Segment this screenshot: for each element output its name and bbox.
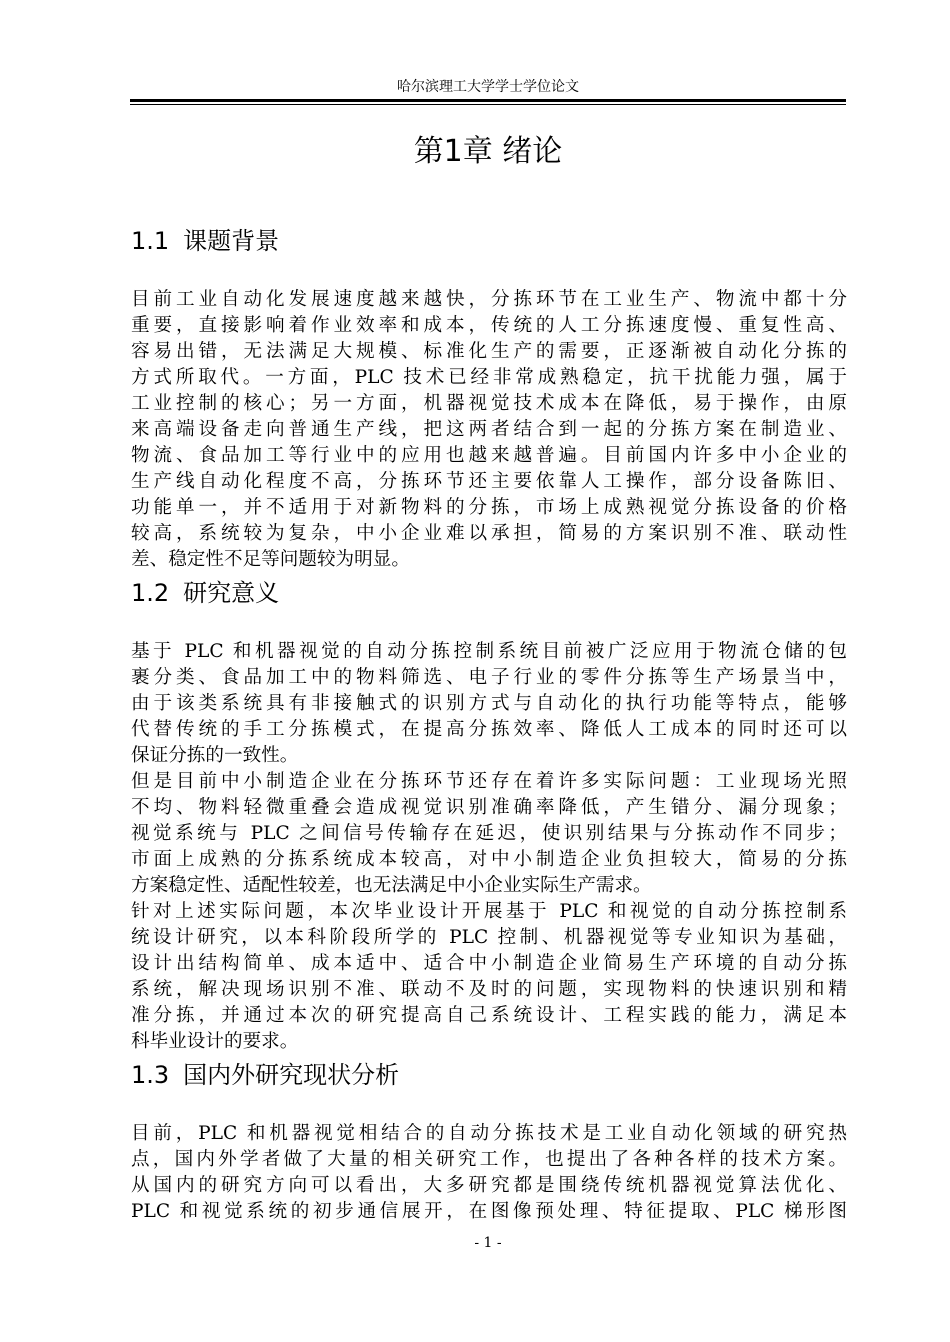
paragraph-line: 针对上述实际问题，本次毕业设计开展基于 PLC 和视觉的自动分拣控制系 bbox=[131, 901, 847, 922]
section-number: 1.2 bbox=[131, 579, 170, 607]
paragraph-line: 点，国内外学者做了大量的相关研究工作，也提出了各种各样的技术方案。 bbox=[131, 1149, 847, 1170]
paragraph-line: 生产线自动化程度不高，分拣环节还主要依靠人工操作，部分设备陈旧、 bbox=[131, 471, 847, 492]
section-title: 课题背景 bbox=[183, 227, 280, 255]
paragraph-line: PLC 和视觉系统的初步通信展开，在图像预处理、特征提取、PLC 梯形图 bbox=[131, 1201, 847, 1222]
paragraph-line: 目前工业自动化发展速度越来越快，分拣环节在工业生产、物流中都十分 bbox=[131, 289, 847, 310]
paragraph-line: 由于该类系统具有非接触式的识别方式与自动化的执行功能等特点，能够 bbox=[131, 693, 847, 714]
paragraph-line: 容易出错，无法满足大规模、标准化生产的需要，正逐渐被自动化分拣的 bbox=[131, 341, 847, 362]
section-number: 1.1 bbox=[131, 227, 170, 255]
paragraph-line: 目前，PLC 和机器视觉相结合的自动分拣技术是工业自动化领域的研究热 bbox=[131, 1123, 847, 1144]
paragraph-line: 科毕业设计的要求。 bbox=[131, 1031, 299, 1052]
paragraph-line: 系统，解决现场识别不准、联动不及时的问题，实现物料的快速识别和精 bbox=[131, 979, 847, 1000]
paragraph-line: 市面上成熟的分拣系统成本较高，对中小制造企业负担较大，简易的分拣 bbox=[131, 849, 847, 870]
section-heading-1-1 bbox=[131, 226, 279, 256]
running-header: 哈尔滨理工大学学士学位论文 bbox=[397, 79, 579, 95]
paragraph-line: 重要，直接影响着作业效率和成本，传统的人工分拣速度慢、重复性高、 bbox=[131, 315, 847, 336]
chapter-title: 第1章 绪论 bbox=[413, 134, 563, 169]
section-heading-1-3 bbox=[131, 1060, 399, 1090]
page-number: - 1 - bbox=[474, 1235, 502, 1251]
paragraph-line: 物流、食品加工等行业中的应用也越来越普遍。目前国内许多中小企业的 bbox=[131, 445, 847, 466]
paragraph-line: 准分拣，并通过本次的研究提高自己系统设计、工程实践的能力，满足本 bbox=[131, 1005, 847, 1026]
paragraph-line: 较高，系统较为复杂，中小企业难以承担，简易的方案识别不准、联动性 bbox=[131, 523, 847, 544]
paragraph-line: 不均、物料轻微重叠会造成视觉识别准确率降低，产生错分、漏分现象； bbox=[131, 797, 847, 818]
section-title: 研究意义 bbox=[183, 579, 280, 607]
paragraph-line: 来高端设备走向普通生产线，把这两者结合到一起的分拣方案在制造业、 bbox=[131, 419, 847, 440]
section-title: 国内外研究现状分析 bbox=[183, 1061, 400, 1089]
section-heading-1-2 bbox=[131, 578, 279, 608]
paragraph-line: 差、稳定性不足等问题较为明显。 bbox=[131, 549, 410, 570]
paragraph-line: 功能单一，并不适用于对新物料的分拣，市场上成熟视觉分拣设备的价格 bbox=[131, 497, 847, 518]
paragraph-line: 设计出结构简单、成本适中、适合中小制造企业简易生产环境的自动分拣 bbox=[131, 953, 847, 974]
header-rule-thin bbox=[130, 104, 846, 105]
paragraph-line: 但是目前中小制造企业在分拣环节还存在着许多实际问题：工业现场光照 bbox=[131, 771, 847, 792]
paragraph-line: 裹分类、食品加工中的物料筛选、电子行业的零件分拣等生产场景当中， bbox=[131, 667, 847, 688]
paragraph-line: 基于 PLC 和机器视觉的自动分拣控制系统目前被广泛应用于物流仓储的包 bbox=[131, 641, 847, 662]
paragraph-line: 工业控制的核心；另一方面，机器视觉技术成本在降低，易于操作，由原 bbox=[131, 393, 847, 414]
paragraph-line: 方案稳定性、适配性较差，也无法满足中小企业实际生产需求。 bbox=[131, 875, 652, 896]
header-rule-thick bbox=[130, 99, 846, 102]
paragraph-line: 代替传统的手工分拣模式，在提高分拣效率、降低人工成本的同时还可以 bbox=[131, 719, 847, 740]
paragraph-line: 从国内的研究方向可以看出，大多研究都是围绕传统机器视觉算法优化、 bbox=[131, 1175, 847, 1196]
paragraph-line: 视觉系统与 PLC 之间信号传输存在延迟，使识别结果与分拣动作不同步； bbox=[131, 823, 847, 844]
paragraph-line: 统设计研究，以本科阶段所学的 PLC 控制、机器视觉等专业知识为基础， bbox=[131, 927, 847, 948]
paragraph-line: 保证分拣的一致性。 bbox=[131, 745, 299, 766]
paragraph-line: 方式所取代。一方面，PLC 技术已经非常成熟稳定，抗干扰能力强，属于 bbox=[131, 367, 847, 388]
section-number: 1.3 bbox=[131, 1061, 170, 1089]
